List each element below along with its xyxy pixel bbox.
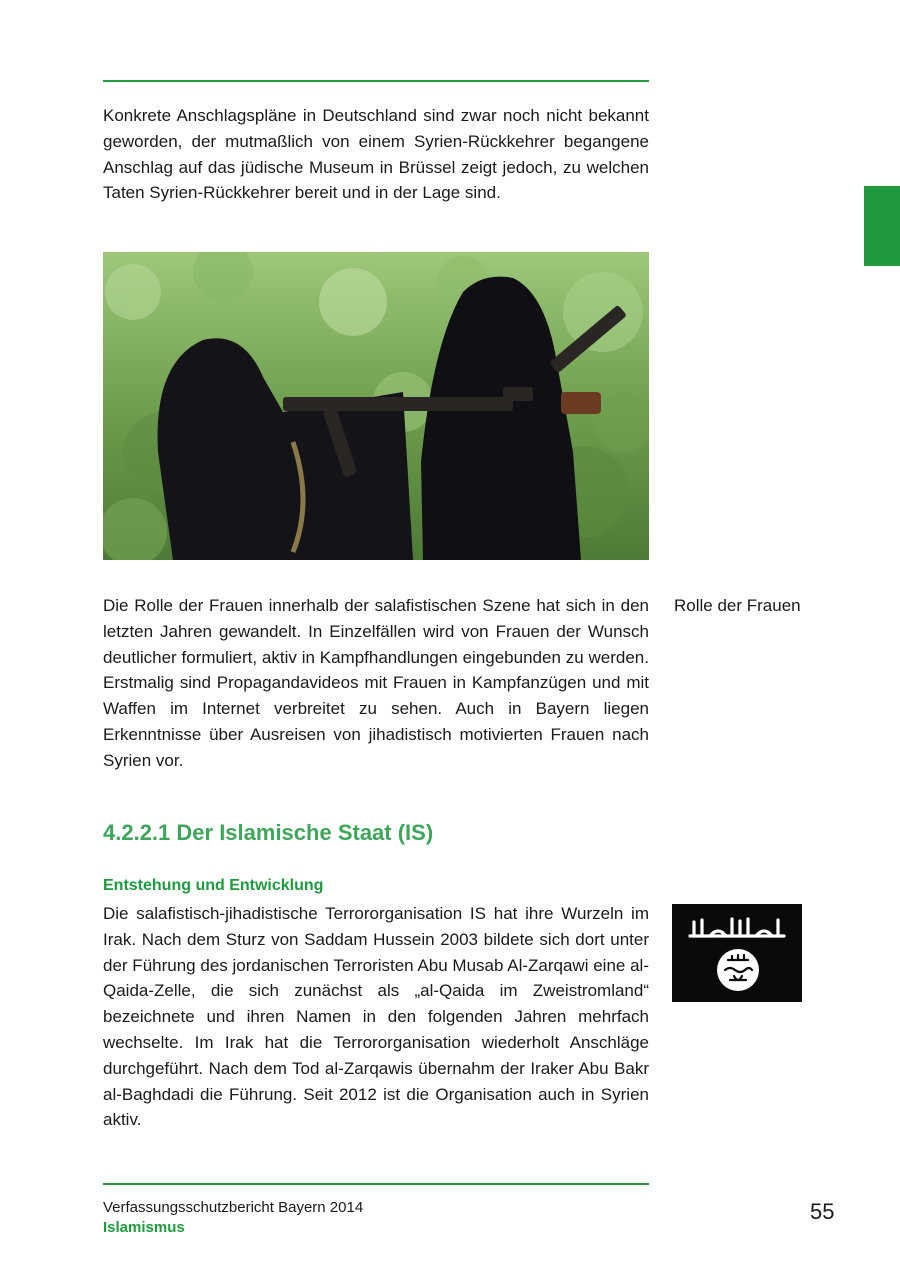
is-flag-image [672,904,802,1002]
margin-note: Rolle der Frauen [674,596,801,615]
footer-report-title: Verfassungsschutzbericht Bayern 2014 [103,1199,364,1216]
subheading: Entstehung und Entwicklung [103,877,324,894]
footer-section-name: Islamismus [103,1219,185,1236]
bottom-rule [103,1183,649,1185]
top-rule [103,80,649,82]
page-number: 55 [810,1199,835,1224]
section-heading: 4.2.2.1 Der Islamische Staat (IS) [103,820,434,845]
paragraph-attack-plans: Konkrete Anschlagspläne in Deutschland sind zwar noch nicht bekannt geworden, der mutmaßlich von einem Syrien-Rückkehrer begangene Anschlag auf das jüdische Museum in Brüssel zeigt jedoch, zu welchen Taten Syrien-Rückkehrer bereit und in der Lage sind. [103,106,649,203]
paragraph-role-of-women: Die Rolle der Frauen innerhalb der salafistischen Szene hat sich in den letzten Jahren gewandelt. In Einzelfällen wird von Frauen der Wunsch deutlicher formuliert, aktiv in Kampfhandlungen eingebunden zu werden. Erstmalig sind Propagandavideos mit Frauen in Kampfanzügen und mit Waffen im Internet verbreitet zu sehen. Auch in Bayern liegen Erkenntnisse über Ausreisen von jihadistisch motivierten Frauen nach Syrien vor. [103,596,649,770]
photo-veiled-women-with-rifles [103,252,649,560]
chapter-tab [864,186,900,266]
paragraph-is-origin: Die salafistisch-jihadistische Terrororganisation IS hat ihre Wurzeln im Irak. Nach dem Sturz von Saddam Hussein 2003 bildete sich dort unter der Führung des jordanischen Terroristen Abu Musab Al-Zarqawi eine al-Qaida-Zelle, die sich zunächst als „al-Qaida im Zweistromland“ bezeichnete und ihren Namen in den folgenden Jahren mehrfach wechselte. Im Irak hat die Terrororganisation wiederholt Anschläge durchgeführt. Nach dem Tod al-Zarqawis übernahm der Iraker Abu Bakr al-Baghdadi die Führung. Seit 2012 ist die Organisation auch in Syrien aktiv. [103,904,649,1130]
